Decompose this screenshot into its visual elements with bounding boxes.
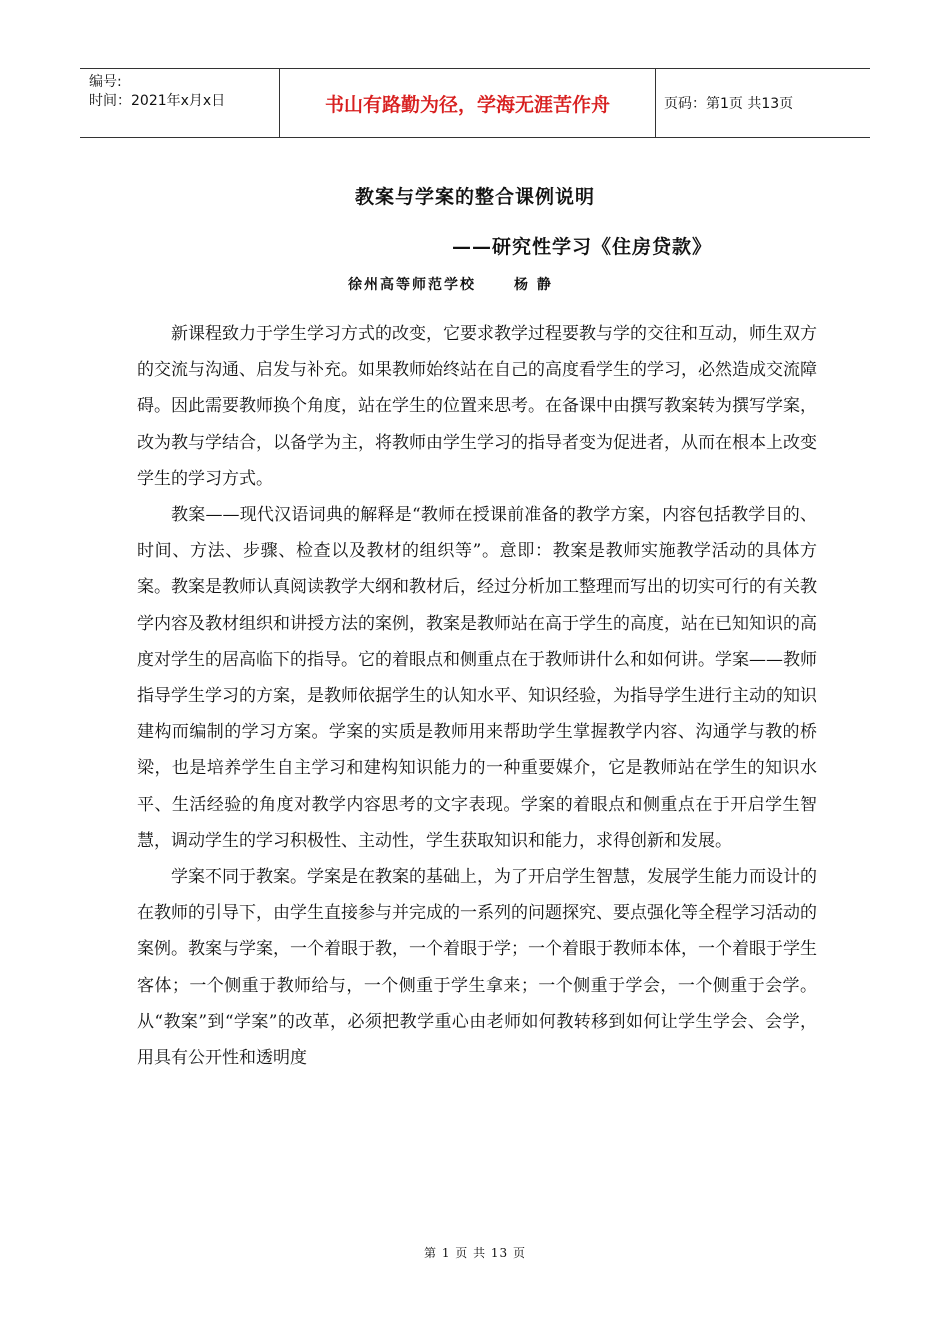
header-page-label: 页码：第1页 共13页 <box>664 96 794 112</box>
header-info-cell <box>80 69 280 137</box>
paragraph-1: 新课程致力于学生学习方式的改变，它要求教学过程要教与学的交往和互动，师生双方的交流与沟通、启发与补充。如果教师始终站在自己的高度看学生的学习，必然造成交流障碍。因此需要教师换个角度，站在学生的位置来思考。在备课中由撰写教案转为撰写学案，改为教与学结合，以备学为主，将教师由学生学习的指导者变为促进者，从而在根本上改变学生的学习方式。 <box>137 324 817 489</box>
document-number-label: 编号: <box>89 74 122 90</box>
document-title: 教案与学案的整合课例说明 <box>354 186 595 208</box>
document-time-label: 时间：2021年x月x日 <box>89 93 226 109</box>
document-subtitle: ——研究性学习《住房贷款》 <box>452 236 713 258</box>
author-name: 杨 静 <box>514 277 553 293</box>
header-motto: 书山有路勤为径，学海无涯苦作舟 <box>280 69 656 137</box>
body-text <box>137 316 817 1076</box>
author-line <box>348 274 553 294</box>
school-name: 徐州高等师范学校 <box>348 277 476 293</box>
header-table <box>80 68 870 138</box>
paragraph-3: 学案不同于教案。学案是在教案的基础上，为了开启学生智慧，发展学生能力而设计的在教师的引导下，由学生直接参与并完成的一系列的问题探究、要点强化等全程学习活动的案例。教案与学案，一个着眼于教，一个着眼于学；一个着眼于教师本体，一个着眼于学生客体；一个侧重于教师给与，一个侧重于学生拿来；一个侧重于学会，一个侧重于会学。从“教案”到“学案”的改革，必须把教学重心由老师如何教转移到如何让学生学会、会学，用具有公开性和透明度 <box>137 867 817 1069</box>
page-footer: 第 1 页 共 13 页 <box>424 1246 526 1260</box>
paragraph-2: 教案——现代汉语词典的解释是“教师在授课前准备的教学方案，内容包括教学目的、时间、方法、步骤、检查以及教材的组织等”。意即：教案是教师实施教学活动的具体方案。教案是教师认真阅读教学大纲和教材后，经过分析加工整理而写出的切实可行的有关教学内容及教材组织和讲授方法的案例，教案是教师站在高于学生的高度，站在已知知识的高度对学生的居高临下的指导。它的着眼点和侧重点在于教师讲什么和如何讲。学案——教师指导学生学习的方案，是教师依据学生的认知水平、知识经验，为指导学生进行主动的知识建构而编制的学习方案。学案的实质是教师用来帮助学生掌握教学内容、沟通学与教的桥梁，也是培养学生自主学习和建构知识能力的一种重要媒介，它是教师站在学生的知识水平、生活经验的角度对教学内容思考的文字表现。学案的着眼点和侧重点在于开启学生智慧，调动学生的学习积极性、主动性，学生获取知识和能力，求得创新和发展。 <box>137 505 817 851</box>
